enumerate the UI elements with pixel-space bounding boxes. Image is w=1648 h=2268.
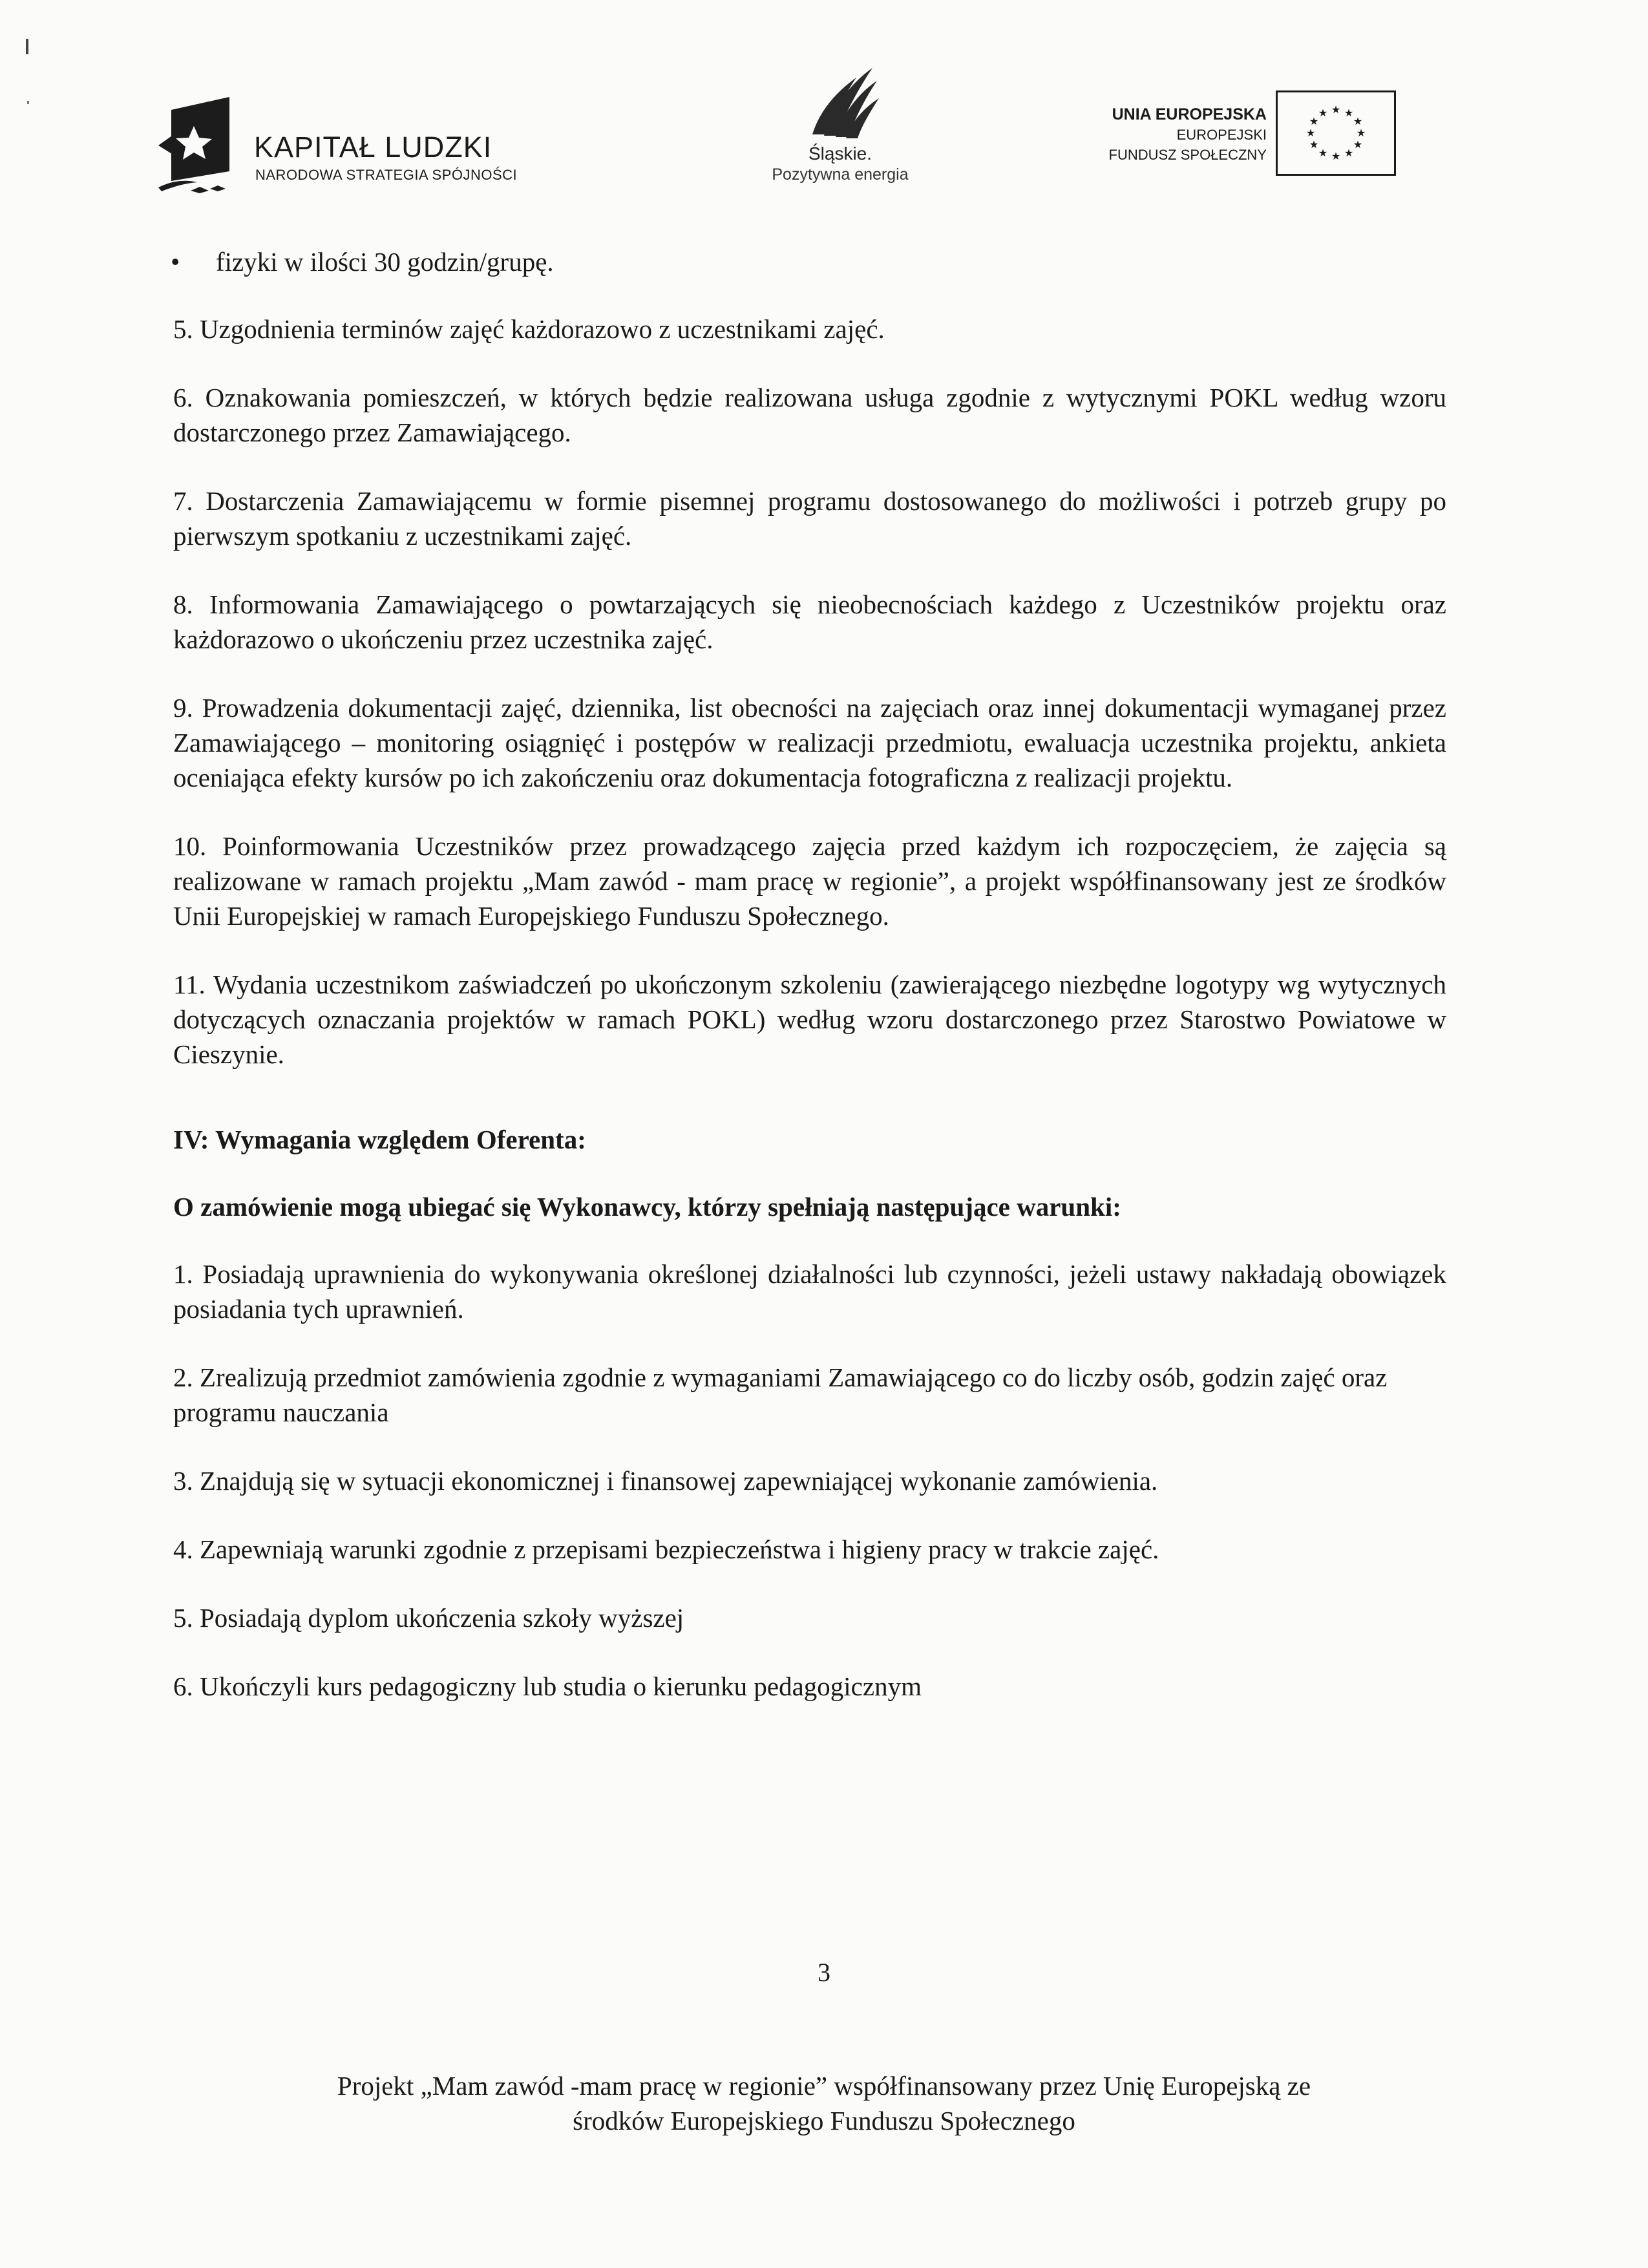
bullet-item [173,244,1446,279]
scan-artifact [26,39,28,54]
svg-text:★: ★ [1305,127,1316,139]
scan-artifact [27,101,29,104]
slaskie-name: Śląskie. [808,143,872,164]
bullet-item-text: fizyki w ilości 30 godzin/grupę. [216,247,554,277]
requirement-item: 3. Znajdują się w sytuacji ekonomicznej i finansowej zapewniającej wykonanie zamówienia. [173,1466,1158,1496]
kapital-ludzki-logo [158,90,520,200]
svg-text:★: ★ [1331,103,1341,116]
footer-line-1: Projekt „Mam zawód -mam pracę w regionie” współfinansowany przez Unię Europejską ze [337,2071,1311,2101]
svg-text:★: ★ [1353,138,1363,151]
svg-text:★: ★ [1344,147,1354,159]
requirement-item: 4. Zapewniają warunki zgodnie z przepisami bezpieczeństwa i higieny pracy w trakcie zajęć. [173,1534,1159,1564]
svg-text:★: ★ [1331,150,1341,162]
svg-text:★: ★ [1344,107,1354,119]
list-item: 9. Prowadzenia dokumentacji zajęć, dziennika, list obecności na zajęciach oraz innej dokumentacji wymaganej przez Zamawiającego – monitoring osiągnięć i postępów w realizacji przedmiotu, ewaluacja uczestnika projektu, ankieta oceniająca efekty kursów po ich zakończeniu oraz dokumentacja fotograficzna z realizacji projektu. [173,693,1446,792]
eu-text [1109,105,1267,165]
list-item: 5. Uzgodnienia terminów zajęć każdorazowo z uczestnikami zajęć. [173,314,885,344]
list-item: 11. Wydania uczestnikom zaświadczeń po ukończonym szkoleniu (zawierającego niezbędne logotypy wg wytycznych dotyczących oznaczania projektów w ramach POKL) według wzoru dostarczonego przez Starostwo Powiatowe w Cieszynie. [173,970,1446,1069]
svg-text:★: ★ [1309,138,1319,151]
list-item: 8. Informowania Zamawiającego o powtarzających się nieobecnościach każdego z Uczestników projektu oraz każdorazowo o ukończeniu przez uczestnika zajęć. [173,589,1446,654]
kapital-ludzki-emblem-icon [158,90,249,200]
svg-text:★: ★ [1356,127,1366,139]
eu-flag-icon [1276,90,1396,176]
footer-line-2: środków Europejskiego Funduszu Społecznego [573,2106,1075,2136]
svg-text:★: ★ [1309,115,1319,127]
svg-text:★: ★ [1318,147,1328,159]
page-number: 3 [818,1958,830,1987]
eu-fund-label-2: FUNDUSZ SPOŁECZNY [1108,147,1267,163]
eu-union-label: UNIA EUROPEJSKA [1112,105,1267,123]
eu-logo [1073,90,1396,187]
slaskie-tagline: Pozytywna energia [772,165,909,184]
requirement-item: 5. Posiadają dyplom ukończenia szkoły wyższej [173,1603,684,1633]
list-item: 7. Dostarczenia Zamawiającemu w formie pisemnej programu dostosowanego do możliwości i potrzeb grupy po pierwszym spotkaniu z uczestnikami zajęć. [173,486,1446,551]
eu-fund-label-1: EUROPEJSKI [1176,127,1267,143]
document-body [173,244,1446,1737]
svg-text:★: ★ [1318,107,1328,119]
requirement-item: 1. Posiadają uprawnienia do wykonywania określonej działalności lub czynności, jeżeli ustawy nakładają obowiązek posiadania tych uprawnień. [173,1259,1446,1324]
slaskie-logo [743,65,937,207]
list-item: 10. Poinformowania Uczestników przez prowadzącego zajęcia przed każdym ich rozpoczęciem, że zajęcia są realizowane w ramach projektu „Mam zawód - mam pracę w regionie”, a projekt współfinansowany jest ze środków Unii Europejskiej w ramach Europejskiego Funduszu Społecznego. [173,831,1446,931]
slaskie-swoosh-icon [798,65,882,142]
section-heading: IV: Wymagania względem Oferenta: [173,1125,586,1154]
requirement-item: 6. Ukończyli kurs pedagogiczny lub studia o kierunku pedagogicznym [173,1671,922,1701]
kapital-ludzki-title: KAPITAŁ LUDZKI [254,131,492,164]
requirement-item: 2. Zrealizują przedmiot zamówienia zgodnie z wymaganiami Zamawiającego co do liczby osób, godzin zajęć oraz programu nauczania [173,1362,1388,1427]
list-item: 6. Oznakowania pomieszczeń, w których będzie realizowana usługa zgodnie z wytycznymi POKL według wzoru dostarczonego przez Zamawiającego. [173,383,1446,447]
page-footer [194,2068,1454,2138]
svg-text:★: ★ [1353,115,1363,127]
kapital-ludzki-subtitle: NARODOWA STRATEGIA SPÓJNOŚCI [255,167,518,183]
sub-heading: O zamówienie mogą ubiegać się Wykonawcy, którzy spełniają następujące warunki: [173,1192,1121,1222]
